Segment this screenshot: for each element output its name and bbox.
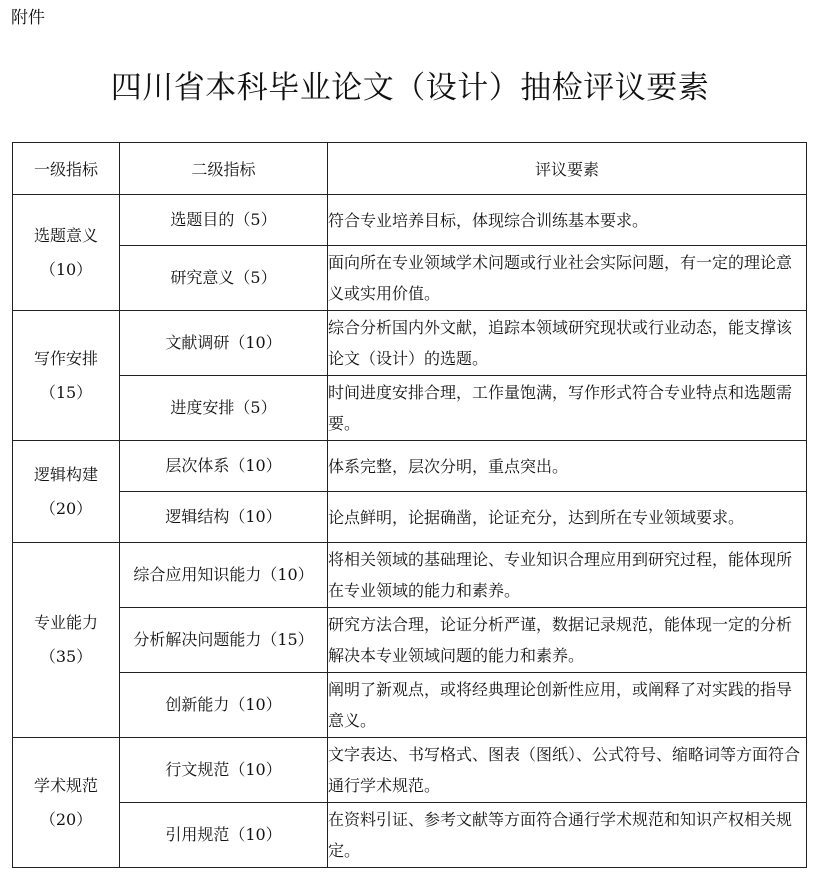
table-row: [13, 803, 807, 868]
level1-name: 学术规范: [33, 775, 98, 795]
evaluation-element: 论点鲜明，论据确凿，论证充分，达到所在专业领域要求。: [328, 492, 807, 543]
level2-indicator: 逻辑结构（10）: [120, 492, 328, 543]
level1-indicator: [13, 543, 120, 738]
criteria-table: [12, 142, 807, 868]
evaluation-element: 在资料引证、参考文献等方面符合通行学术规范和知识产权相关规定。: [328, 803, 807, 868]
evaluation-element: 符合专业培养目标，体现综合训练基本要求。: [328, 195, 807, 246]
level2-indicator: 研究意义（5）: [120, 246, 328, 311]
level2-indicator: 综合应用知识能力（10）: [120, 543, 328, 608]
level1-name: 写作安排: [33, 348, 98, 368]
level2-indicator: 分析解决问题能力（15）: [120, 608, 328, 673]
level2-indicator: 引用规范（10）: [120, 803, 328, 868]
evaluation-element: 将相关领域的基础理论、专业知识合理应用到研究过程，能体现所在专业领域的能力和素养。: [328, 543, 807, 608]
level2-indicator: 进度安排（5）: [120, 376, 328, 441]
evaluation-element: 综合分析国内外文献，追踪本领域研究现状或行业动态，能支撑该论文（设计）的选题。: [328, 311, 807, 376]
level1-indicator: [13, 738, 120, 868]
table-row: [13, 738, 807, 803]
level2-indicator: 文献调研（10）: [120, 311, 328, 376]
level2-indicator: 层次体系（10）: [120, 441, 328, 492]
table-row: [13, 543, 807, 608]
attachment-label: 附件: [11, 8, 45, 28]
level1-score: （35）: [39, 647, 93, 666]
level2-indicator: 行文规范（10）: [120, 738, 328, 803]
column-header-level1: 一级指标: [13, 143, 120, 195]
level1-name: 逻辑构建: [33, 464, 98, 484]
level1-score: （20）: [39, 498, 93, 518]
column-header-level2: 二级指标: [120, 143, 328, 195]
table-row: [13, 492, 807, 543]
evaluation-element: 体系完整，层次分明，重点突出。: [328, 441, 807, 492]
table-row: [13, 673, 807, 738]
table-row: [13, 195, 807, 246]
level1-indicator: [13, 311, 120, 441]
level1-name: 专业能力: [33, 613, 98, 632]
table-row: [13, 441, 807, 492]
table-row: [13, 311, 807, 376]
evaluation-element: 阐明了新观点，或将经典理论创新性应用，或阐释了对实践的指导意义。: [328, 673, 807, 738]
evaluation-element: 时间进度安排合理，工作量饱满，写作形式符合专业特点和选题需要。: [328, 376, 807, 441]
level1-name: 选题意义: [33, 225, 98, 245]
level1-score: （10）: [39, 259, 93, 279]
table-row: [13, 246, 807, 311]
level1-score: （15）: [39, 382, 93, 402]
evaluation-element: 研究方法合理，论证分析严谨，数据记录规范，能体现一定的分析解决本专业领域问题的能力和素养。: [328, 608, 807, 673]
column-header-elements: 评议要素: [328, 143, 807, 195]
level1-indicator: [13, 195, 120, 311]
level1-score: （20）: [39, 809, 93, 829]
evaluation-element: 面向所在专业领域学术问题或行业社会实际问题，有一定的理论意义或实用价值。: [328, 246, 807, 311]
table-header-row: [13, 143, 807, 195]
level2-indicator: 选题目的（5）: [120, 195, 328, 246]
table-row: [13, 608, 807, 673]
level2-indicator: 创新能力（10）: [120, 673, 328, 738]
evaluation-element: 文字表达、书写格式、图表（图纸）、公式符号、缩略词等方面符合通行学术规范。: [328, 738, 807, 803]
level1-indicator: [13, 441, 120, 543]
table-row: [13, 376, 807, 441]
document-title: 四川省本科毕业论文（设计）抽检评议要素: [110, 70, 710, 106]
